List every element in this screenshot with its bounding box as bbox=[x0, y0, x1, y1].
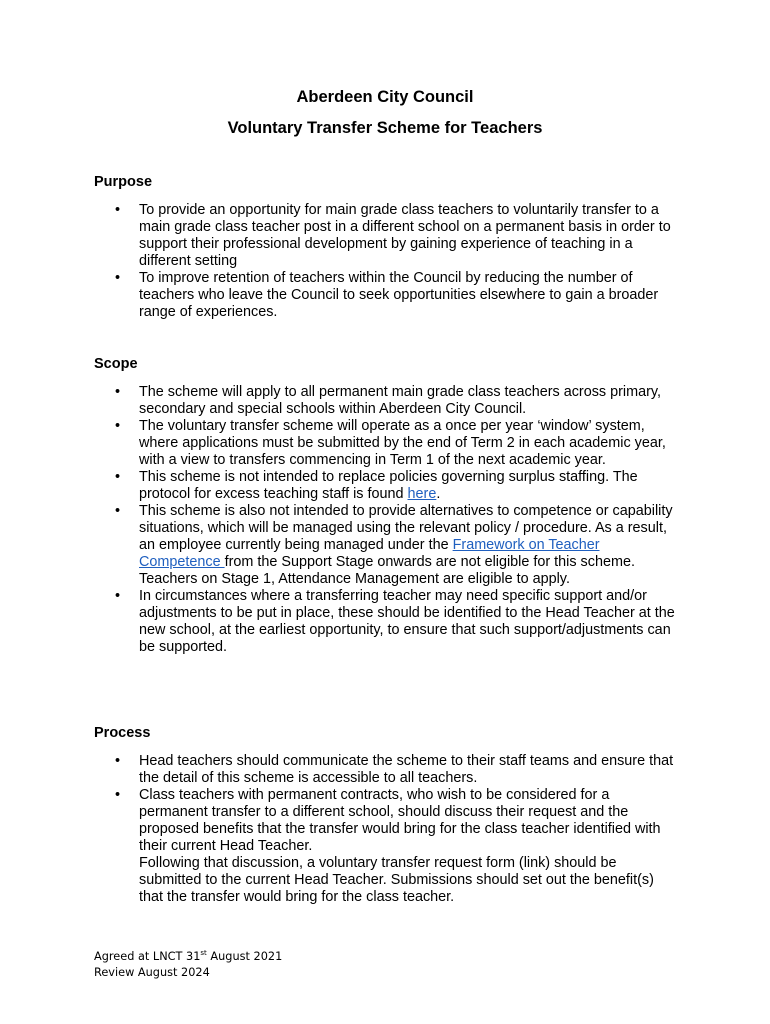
scope-heading: Scope bbox=[94, 356, 138, 372]
scope-list bbox=[0, 384, 679, 656]
item-paragraph: Following that discussion, a voluntary transfer request form (link) should be submitted to the current Head Teacher. Submissions should set out the benefit(s) that the transfer would bring for the class teacher. bbox=[139, 855, 654, 905]
excess-staff-protocol-link[interactable]: here bbox=[407, 486, 437, 502]
list-item: • To improve retention of teachers within the Council by reducing the number of teachers who leave the Council to seek opportunities elsewhere to gain a broader range of experiences. bbox=[0, 270, 679, 321]
process-heading: Process bbox=[94, 725, 151, 741]
agreed-date: Agreed at LNCT 31st August 2021 bbox=[94, 949, 283, 963]
list-item: • In circumstances where a transferring teacher may need specific support and/or adjustments to be put in place, these should be identified to the Head Teacher at the new school, at the earliest opportunity, to ensure that such support/adjustments can be supported. bbox=[0, 588, 679, 656]
list-item: • The scheme will apply to all permanent main grade class teachers across primary, secondary and special schools within Aberdeen City Council. bbox=[0, 384, 679, 418]
list-item: • The voluntary transfer scheme will operate as a once per year ‘window’ system, where applications must be submitted by the end of Term 2 in each academic year, with a view to transfers commencing in Term 1 of the next academic year. bbox=[0, 418, 679, 469]
item-text: This scheme is not intended to replace policies governing surplus staffing. The protocol for excess teaching staff is found bbox=[139, 469, 638, 502]
item-paragraph: • Class teachers with permanent contracts, who wish to be considered for a permanent transfer to a different school, should discuss their request and the proposed benefits that the transfer would bring for the class teacher identified with their current Head Teacher. bbox=[139, 787, 661, 854]
org-title: Aberdeen City Council bbox=[296, 88, 474, 106]
document-title: Voluntary Transfer Scheme for Teachers bbox=[227, 119, 543, 137]
item-text: from the Support Stage onwards are not eligible for this scheme. Teachers on Stage 1, Attendance Management are eligible to apply. bbox=[139, 554, 635, 587]
list-item bbox=[0, 787, 679, 906]
review-date: Review August 2024 bbox=[94, 966, 210, 979]
teacher-competence-framework-link[interactable]: Framework on Teacher Competence bbox=[139, 537, 600, 570]
list-item bbox=[0, 503, 679, 588]
list-item: • To provide an opportunity for main grade class teachers to voluntarily transfer to a main grade class teacher post in a different school on a permanent basis in order to support their professional development by gaining experience of teaching in a different setting bbox=[0, 202, 679, 270]
item-text: . bbox=[436, 486, 441, 502]
purpose-heading: Purpose bbox=[94, 174, 153, 190]
item-text: This scheme is also not intended to provide alternatives to competence or capability situations, which will be managed using the relevant policy / procedure. As a result, an employee currently being managed under the bbox=[139, 503, 673, 553]
process-list bbox=[0, 753, 679, 906]
list-item bbox=[0, 469, 679, 503]
purpose-list bbox=[0, 202, 679, 321]
list-item: • Head teachers should communicate the scheme to their staff teams and ensure that the detail of this scheme is accessible to all teachers. bbox=[0, 753, 679, 787]
